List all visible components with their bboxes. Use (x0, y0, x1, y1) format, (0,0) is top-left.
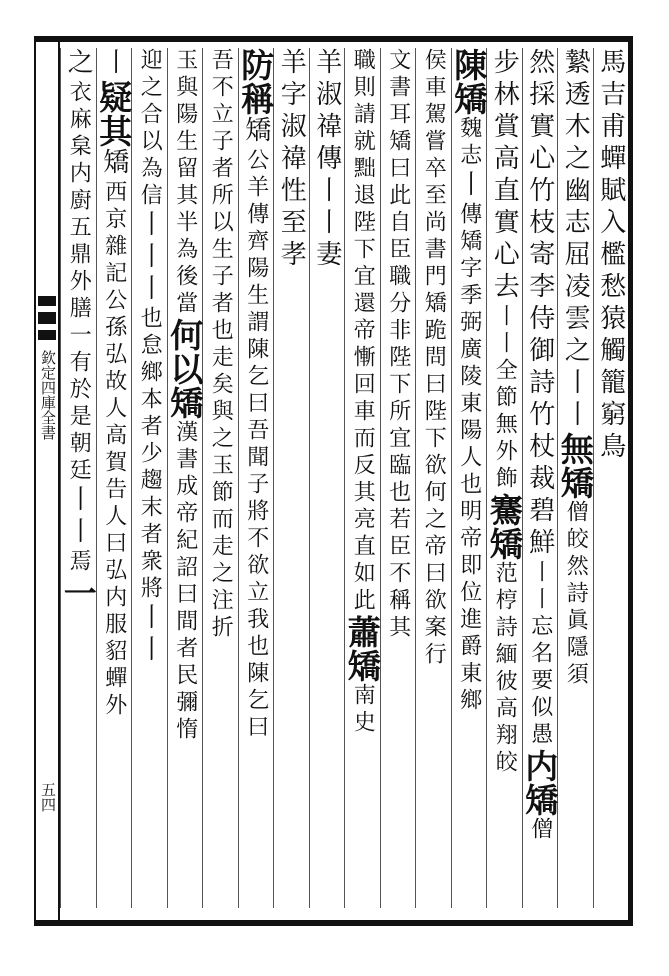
column-text-run: 西京雜記公孫弘故人高賀告人曰弘内服貂蟬外 (101, 180, 127, 720)
column-text-run: 怠鄉本者少趨末者衆將 (137, 333, 163, 603)
margin-strip (36, 42, 60, 920)
edition-label: 欽定四庫全書 (39, 350, 57, 440)
column-text-run: 丨丨 (560, 368, 591, 432)
text-column (415, 48, 451, 908)
text-column (486, 48, 522, 908)
column-text-run: 僧皎然詩眞隱須 (563, 500, 589, 689)
column-text-run: 傳矯字季弼廣陵東陽人也明帝即位進爵東鄉 (456, 202, 482, 715)
headword-text: 矯 (449, 82, 489, 116)
column-text-run: 僧 (527, 817, 553, 844)
text-column (309, 48, 345, 908)
headword-text: 陳 (449, 48, 489, 82)
column-text-run: 丨 (98, 48, 129, 80)
text-column (344, 48, 380, 908)
column-text-run: 妻 (311, 240, 342, 272)
headword-text: 疑 (94, 80, 134, 114)
headword-text: 内 (520, 749, 560, 783)
column-text-run: 皎 (492, 750, 518, 777)
column-text-run: 衣麻枲内廚五鼎外膳一有於是朝廷 (66, 80, 92, 485)
text-column (451, 48, 487, 908)
column-text-run: 縶透木之幽志屈凌雲之 (560, 48, 591, 368)
text-column (96, 48, 132, 908)
headword-text: 稱 (236, 82, 276, 116)
column-text-run: 羊淑禕傳 (311, 48, 342, 176)
column-text-run: 步林賞高直實心去 (489, 48, 520, 304)
column-text-run: 丨丨 (63, 485, 94, 549)
column-text-run: 馬吉甫蟬賦入檻愁猿觸籠窮鳥 (595, 48, 626, 464)
column-text-run: 丨丨 (311, 176, 342, 240)
column-text-run: 漢書成帝紀詔曰間者民彌惰 (172, 420, 198, 744)
column-text-run: 羊字淑禕性至孝 (276, 48, 307, 272)
column-text-run: 丨丨 (134, 603, 165, 667)
headword-text: 矯 (484, 527, 524, 561)
headword-text: 騫 (484, 493, 524, 527)
headword-text: 矯 (165, 386, 205, 420)
headword-text: 以 (165, 352, 205, 386)
text-column (238, 48, 274, 908)
text-column (273, 48, 309, 908)
headword-text: 其 (94, 114, 134, 148)
column-text-run: 丨丨忘名要似愚 (527, 560, 553, 749)
column-text-run: 吾不立子者所以生子者也走矣與之玉節而走之注折 (208, 48, 234, 642)
column-text-run: 之 (63, 48, 94, 80)
fish-tail-mark-icon (38, 296, 56, 340)
headword-text: 防 (236, 48, 276, 82)
headword-text: 矯 (555, 466, 595, 500)
column-text-run: 丨 (453, 170, 484, 202)
column-text-run: 矯 (240, 116, 271, 148)
headword-text: 矯 (520, 783, 560, 817)
column-text-run: 范梈詩緬彼高翔 (492, 561, 518, 750)
text-column (60, 48, 96, 908)
column-text-run: 玉與陽生留其半為後當 (172, 48, 198, 318)
headword-text: 一 (58, 576, 98, 610)
text-column (593, 48, 629, 908)
column-text-run: 焉 (66, 549, 92, 576)
text-column (557, 48, 593, 908)
column-text-run: 公羊傳齊陽生謂陳乞曰吾聞子將不欲立我也陳乞曰 (243, 148, 269, 742)
text-column (522, 48, 558, 908)
column-text-run: 南史 (350, 683, 376, 737)
text-column (202, 48, 238, 908)
column-text-run: 迎之合以為信 (137, 48, 163, 210)
headword-text: 矯 (342, 649, 382, 683)
headword-text: 蕭 (342, 615, 382, 649)
column-text-run: 丨丨丨 (134, 210, 165, 306)
text-column (167, 48, 203, 908)
column-text-run: 矯 (98, 148, 129, 180)
column-text-run: 魏志 (456, 116, 482, 170)
page-frame (34, 36, 633, 926)
column-text-run: 職則請就黜退陛下宜還帝慚回車而反其亮直如此 (350, 48, 376, 615)
column-text-run: 侯車駕嘗卒至尚書門矯跪問曰陛下欲何之帝曰欲案行 (421, 48, 447, 669)
column-text-run: 文書耳矯曰此自臣職分非陛下所宜臨也若臣不稱其 (385, 48, 411, 642)
headword-text: 何 (165, 318, 205, 352)
column-text-run: 丨丨全節無外飾 (492, 304, 518, 493)
page-number: 五四 (39, 782, 57, 812)
text-column (380, 48, 416, 908)
headword-text: 無 (555, 432, 595, 466)
column-text-run: 然採實心竹枝寄李侍御詩竹杖裁碧鮮 (524, 48, 555, 560)
column-text-run: 也 (137, 306, 163, 333)
text-column (131, 48, 167, 908)
